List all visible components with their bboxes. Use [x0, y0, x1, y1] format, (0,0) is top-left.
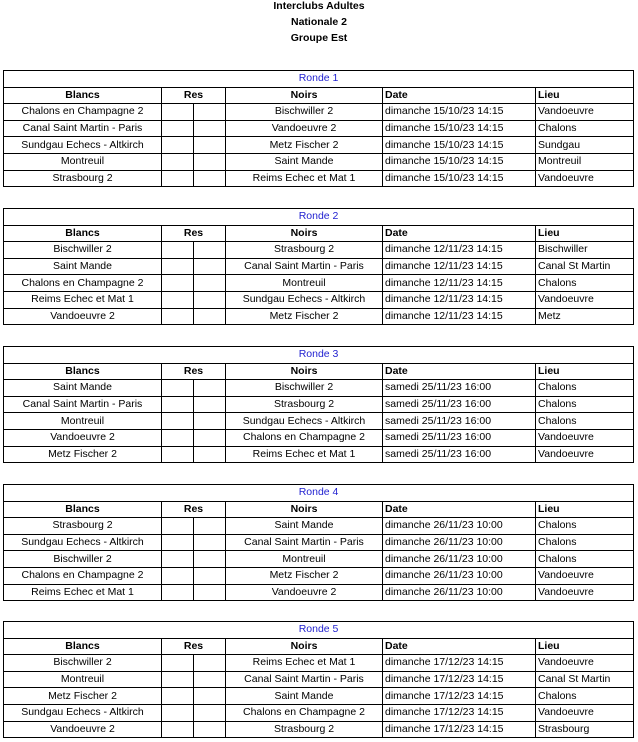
table-row — [4, 170, 634, 187]
table-row — [4, 671, 634, 688]
lieu-cell: Chalons — [536, 688, 634, 705]
ronde-table — [3, 484, 634, 601]
res-cell-black — [194, 242, 226, 259]
res-cell-black — [194, 704, 226, 721]
blancs-cell: Canal Saint Martin - Paris — [4, 120, 162, 137]
res-cell-black — [194, 518, 226, 535]
res-cell-white — [162, 704, 194, 721]
table-row — [4, 584, 634, 601]
ronde-title: Ronde 3 — [4, 347, 634, 364]
noirs-cell: Metz Fischer 2 — [226, 137, 383, 154]
noirs-cell: Vandoeuvre 2 — [226, 120, 383, 137]
noirs-cell: Strasbourg 2 — [226, 242, 383, 259]
lieu-cell: Vandoeuvre — [536, 446, 634, 463]
res-cell-black — [194, 137, 226, 154]
column-header-date: Date — [383, 225, 536, 242]
table-row — [4, 396, 634, 413]
lieu-cell: Vandoeuvre — [536, 429, 634, 446]
res-cell-black — [194, 413, 226, 430]
noirs-cell: Metz Fischer 2 — [226, 308, 383, 325]
lieu-cell: Vandoeuvre — [536, 104, 634, 121]
table-row — [4, 518, 634, 535]
lieu-cell: Chalons — [536, 413, 634, 430]
date-cell: dimanche 17/12/23 14:15 — [383, 704, 536, 721]
table-row — [4, 153, 634, 170]
res-cell-white — [162, 258, 194, 275]
res-cell-black — [194, 153, 226, 170]
res-cell-black — [194, 567, 226, 584]
lieu-cell: Strasbourg — [536, 721, 634, 738]
table-row — [4, 120, 634, 137]
res-cell-white — [162, 688, 194, 705]
res-cell-black — [194, 551, 226, 568]
lieu-cell: Sundgau — [536, 137, 634, 154]
noirs-cell: Canal Saint Martin - Paris — [226, 534, 383, 551]
blancs-cell: Chalons en Champagne 2 — [4, 104, 162, 121]
noirs-cell: Sundgau Echecs - Altkirch — [226, 291, 383, 308]
date-cell: dimanche 15/10/23 14:15 — [383, 120, 536, 137]
blancs-cell: Bischwiller 2 — [4, 242, 162, 259]
table-row — [4, 655, 634, 672]
res-cell-black — [194, 170, 226, 187]
table-row — [4, 258, 634, 275]
table-row — [4, 567, 634, 584]
blancs-cell: Saint Mande — [4, 380, 162, 397]
blancs-cell: Montreuil — [4, 413, 162, 430]
column-header-noirs: Noirs — [226, 225, 383, 242]
table-row — [4, 275, 634, 292]
lieu-cell: Vandoeuvre — [536, 567, 634, 584]
lieu-cell: Chalons — [536, 380, 634, 397]
blancs-cell: Vandoeuvre 2 — [4, 721, 162, 738]
group-title: Groupe Est — [290, 32, 348, 44]
blancs-cell: Montreuil — [4, 153, 162, 170]
res-cell-black — [194, 655, 226, 672]
date-cell: dimanche 17/12/23 14:15 — [383, 721, 536, 738]
noirs-cell: Montreuil — [226, 551, 383, 568]
header-row — [4, 363, 634, 380]
column-header-date: Date — [383, 501, 536, 518]
noirs-cell: Strasbourg 2 — [226, 396, 383, 413]
lieu-cell: Vandoeuvre — [536, 584, 634, 601]
noirs-cell: Reims Echec et Mat 1 — [226, 170, 383, 187]
blancs-cell: Saint Mande — [4, 258, 162, 275]
lieu-cell: Canal St Martin — [536, 258, 634, 275]
lieu-cell: Canal St Martin — [536, 671, 634, 688]
lieu-cell: Montreuil — [536, 153, 634, 170]
table-row — [4, 721, 634, 738]
column-header-lieu: Lieu — [536, 501, 634, 518]
blancs-cell: Canal Saint Martin - Paris — [4, 396, 162, 413]
ronde-title: Ronde 1 — [4, 71, 634, 88]
date-cell: samedi 25/11/23 16:00 — [383, 396, 536, 413]
res-cell-white — [162, 446, 194, 463]
column-header-noirs: Noirs — [226, 501, 383, 518]
table-row — [4, 429, 634, 446]
noirs-cell: Canal Saint Martin - Paris — [226, 258, 383, 275]
res-cell-white — [162, 567, 194, 584]
page-title: Interclubs Adultes — [273, 0, 365, 12]
res-cell-white — [162, 153, 194, 170]
res-cell-black — [194, 688, 226, 705]
column-header-lieu: Lieu — [536, 363, 634, 380]
header-row — [4, 638, 634, 655]
res-cell-white — [162, 396, 194, 413]
ronde-table — [3, 346, 634, 463]
table-row — [4, 446, 634, 463]
res-cell-black — [194, 120, 226, 137]
date-cell: samedi 25/11/23 16:00 — [383, 446, 536, 463]
date-cell: dimanche 12/11/23 14:15 — [383, 242, 536, 259]
column-header-blancs: Blancs — [4, 225, 162, 242]
res-cell-white — [162, 291, 194, 308]
date-cell: dimanche 26/11/23 10:00 — [383, 551, 536, 568]
lieu-cell: Chalons — [536, 534, 634, 551]
lieu-cell: Bischwiller — [536, 242, 634, 259]
res-cell-black — [194, 396, 226, 413]
blancs-cell: Montreuil — [4, 671, 162, 688]
table-row — [4, 704, 634, 721]
table-row — [4, 242, 634, 259]
ronde-title: Ronde 5 — [4, 622, 634, 639]
ronde-title: Ronde 2 — [4, 209, 634, 226]
header-row — [4, 225, 634, 242]
res-cell-white — [162, 413, 194, 430]
column-header-res: Res — [162, 638, 226, 655]
ronde-table — [3, 621, 634, 738]
noirs-cell: Bischwiller 2 — [226, 380, 383, 397]
noirs-cell: Saint Mande — [226, 688, 383, 705]
column-header-res: Res — [162, 225, 226, 242]
date-cell: dimanche 12/11/23 14:15 — [383, 308, 536, 325]
blancs-cell: Bischwiller 2 — [4, 655, 162, 672]
blancs-cell: Chalons en Champagne 2 — [4, 567, 162, 584]
lieu-cell: Chalons — [536, 275, 634, 292]
res-cell-white — [162, 275, 194, 292]
date-cell: dimanche 17/12/23 14:15 — [383, 688, 536, 705]
blancs-cell: Sundgau Echecs - Altkirch — [4, 137, 162, 154]
res-cell-white — [162, 671, 194, 688]
date-cell: samedi 25/11/23 16:00 — [383, 380, 536, 397]
noirs-cell: Strasbourg 2 — [226, 721, 383, 738]
noirs-cell: Reims Echec et Mat 1 — [226, 655, 383, 672]
res-cell-white — [162, 655, 194, 672]
res-cell-white — [162, 104, 194, 121]
ronde-table — [3, 208, 634, 325]
column-header-lieu: Lieu — [536, 225, 634, 242]
res-cell-black — [194, 429, 226, 446]
noirs-cell: Vandoeuvre 2 — [226, 584, 383, 601]
date-cell: dimanche 17/12/23 14:15 — [383, 655, 536, 672]
date-cell: samedi 25/11/23 16:00 — [383, 429, 536, 446]
table-row — [4, 104, 634, 121]
column-header-blancs: Blancs — [4, 363, 162, 380]
res-cell-black — [194, 308, 226, 325]
column-header-date: Date — [383, 638, 536, 655]
res-cell-black — [194, 380, 226, 397]
res-cell-black — [194, 584, 226, 601]
ronde-title: Ronde 4 — [4, 485, 634, 502]
res-cell-white — [162, 518, 194, 535]
blancs-cell: Strasbourg 2 — [4, 170, 162, 187]
date-cell: dimanche 15/10/23 14:15 — [383, 104, 536, 121]
blancs-cell: Bischwiller 2 — [4, 551, 162, 568]
lieu-cell: Vandoeuvre — [536, 655, 634, 672]
res-cell-white — [162, 308, 194, 325]
noirs-cell: Chalons en Champagne 2 — [226, 704, 383, 721]
column-header-lieu: Lieu — [536, 87, 634, 104]
res-cell-black — [194, 291, 226, 308]
table-row — [4, 137, 634, 154]
column-header-res: Res — [162, 363, 226, 380]
noirs-cell: Reims Echec et Mat 1 — [226, 446, 383, 463]
lieu-cell: Chalons — [536, 120, 634, 137]
division-title: Nationale 2 — [290, 16, 348, 28]
column-header-noirs: Noirs — [226, 363, 383, 380]
res-cell-white — [162, 137, 194, 154]
date-cell: dimanche 12/11/23 14:15 — [383, 258, 536, 275]
noirs-cell: Canal Saint Martin - Paris — [226, 671, 383, 688]
blancs-cell: Chalons en Champagne 2 — [4, 275, 162, 292]
blancs-cell: Metz Fischer 2 — [4, 446, 162, 463]
blancs-cell: Vandoeuvre 2 — [4, 308, 162, 325]
column-header-date: Date — [383, 87, 536, 104]
header-row — [4, 87, 634, 104]
header-row — [4, 501, 634, 518]
res-cell-white — [162, 120, 194, 137]
lieu-cell: Chalons — [536, 396, 634, 413]
res-cell-white — [162, 721, 194, 738]
lieu-cell: Chalons — [536, 551, 634, 568]
blancs-cell: Strasbourg 2 — [4, 518, 162, 535]
date-cell: dimanche 15/10/23 14:15 — [383, 153, 536, 170]
column-header-blancs: Blancs — [4, 87, 162, 104]
table-row — [4, 291, 634, 308]
noirs-cell: Montreuil — [226, 275, 383, 292]
date-cell: dimanche 15/10/23 14:15 — [383, 170, 536, 187]
date-cell: dimanche 12/11/23 14:15 — [383, 275, 536, 292]
res-cell-black — [194, 104, 226, 121]
res-cell-white — [162, 170, 194, 187]
lieu-cell: Chalons — [536, 518, 634, 535]
res-cell-white — [162, 242, 194, 259]
date-cell: dimanche 26/11/23 10:00 — [383, 534, 536, 551]
res-cell-black — [194, 258, 226, 275]
ronde-table — [3, 70, 634, 187]
blancs-cell: Sundgau Echecs - Altkirch — [4, 534, 162, 551]
table-row — [4, 380, 634, 397]
noirs-cell: Bischwiller 2 — [226, 104, 383, 121]
noirs-cell: Metz Fischer 2 — [226, 567, 383, 584]
res-cell-white — [162, 584, 194, 601]
res-cell-black — [194, 275, 226, 292]
column-header-noirs: Noirs — [226, 638, 383, 655]
lieu-cell: Metz — [536, 308, 634, 325]
res-cell-white — [162, 429, 194, 446]
res-cell-black — [194, 534, 226, 551]
lieu-cell: Vandoeuvre — [536, 291, 634, 308]
res-cell-black — [194, 721, 226, 738]
column-header-noirs: Noirs — [226, 87, 383, 104]
date-cell: dimanche 26/11/23 10:00 — [383, 567, 536, 584]
blancs-cell: Reims Echec et Mat 1 — [4, 584, 162, 601]
noirs-cell: Chalons en Champagne 2 — [226, 429, 383, 446]
column-header-res: Res — [162, 501, 226, 518]
res-cell-white — [162, 551, 194, 568]
blancs-cell: Metz Fischer 2 — [4, 688, 162, 705]
date-cell: dimanche 15/10/23 14:15 — [383, 137, 536, 154]
noirs-cell: Saint Mande — [226, 153, 383, 170]
date-cell: dimanche 26/11/23 10:00 — [383, 584, 536, 601]
lieu-cell: Vandoeuvre — [536, 170, 634, 187]
res-cell-black — [194, 446, 226, 463]
table-row — [4, 308, 634, 325]
res-cell-white — [162, 380, 194, 397]
res-cell-black — [194, 671, 226, 688]
column-header-res: Res — [162, 87, 226, 104]
date-cell: dimanche 17/12/23 14:15 — [383, 671, 536, 688]
date-cell: samedi 25/11/23 16:00 — [383, 413, 536, 430]
noirs-cell: Saint Mande — [226, 518, 383, 535]
table-row — [4, 551, 634, 568]
lieu-cell: Vandoeuvre — [536, 704, 634, 721]
column-header-date: Date — [383, 363, 536, 380]
noirs-cell: Sundgau Echecs - Altkirch — [226, 413, 383, 430]
blancs-cell: Reims Echec et Mat 1 — [4, 291, 162, 308]
date-cell: dimanche 26/11/23 10:00 — [383, 518, 536, 535]
column-header-blancs: Blancs — [4, 501, 162, 518]
column-header-lieu: Lieu — [536, 638, 634, 655]
table-row — [4, 534, 634, 551]
blancs-cell: Sundgau Echecs - Altkirch — [4, 704, 162, 721]
res-cell-white — [162, 534, 194, 551]
table-row — [4, 413, 634, 430]
blancs-cell: Vandoeuvre 2 — [4, 429, 162, 446]
date-cell: dimanche 12/11/23 14:15 — [383, 291, 536, 308]
column-header-blancs: Blancs — [4, 638, 162, 655]
table-row — [4, 688, 634, 705]
